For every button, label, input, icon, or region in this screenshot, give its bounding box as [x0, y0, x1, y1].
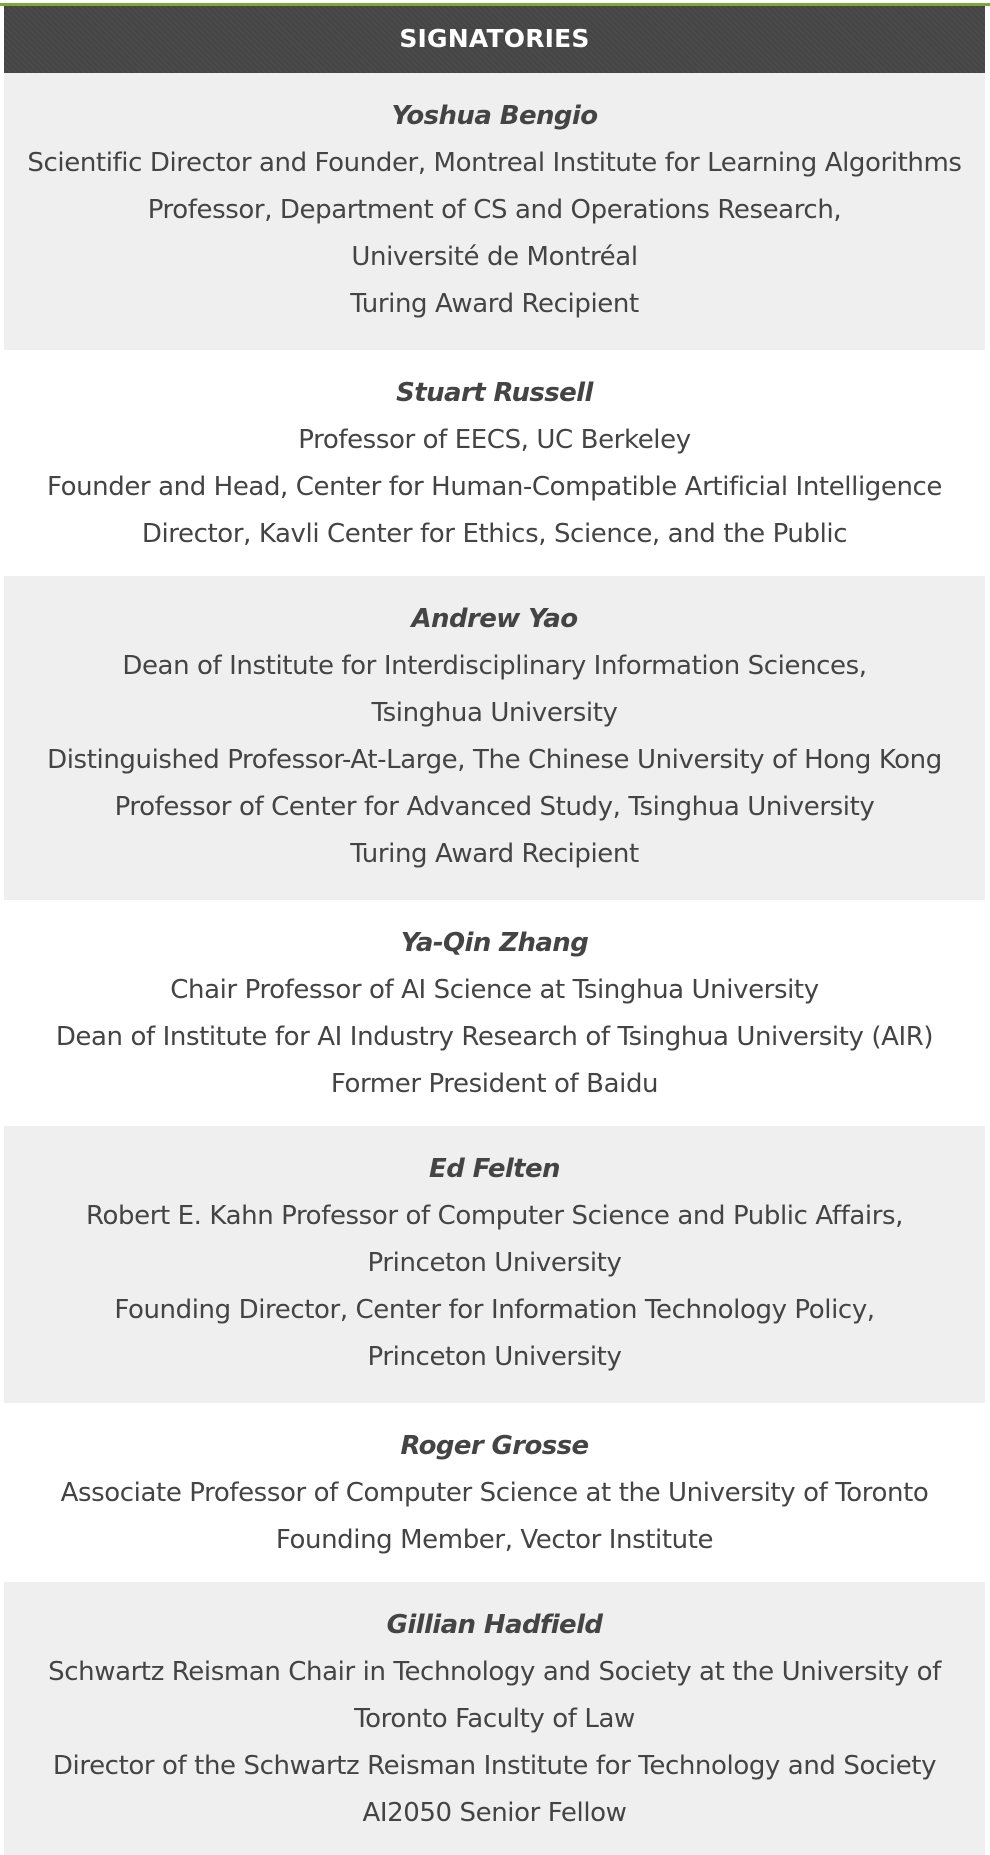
signatory-role: Director, Kavli Center for Ethics, Science, and the Public	[141, 519, 848, 549]
signatory-card	[4, 73, 985, 350]
signatory-card	[4, 350, 985, 576]
signatory-card	[4, 900, 985, 1126]
signatory-role: Schwartz Reisman Chair in Technology and Society at the University of Toronto Faculty of Law	[48, 1657, 941, 1734]
signatory-role: Director of the Schwartz Reisman Institute for Technology and Society	[52, 1751, 937, 1781]
signatory-role: Professor, Department of CS and Operations Research, Université de Montréal	[147, 195, 842, 272]
signatory-name: Ed Felten	[429, 1154, 560, 1184]
signatory-name: Gillian Hadfield	[386, 1610, 603, 1640]
signatory-role: Founder and Head, Center for Human-Compatible Artificial Intelligence	[46, 472, 943, 502]
signatory-name: Stuart Russell	[396, 378, 593, 408]
signatory-role: Scientific Director and Founder, Montreal Institute for Learning Algorithms	[27, 148, 962, 178]
signatory-role: Associate Professor of Computer Science at the University of Toronto	[60, 1478, 929, 1508]
signatory-role: AI2050 Senior Fellow	[362, 1798, 627, 1828]
signatory-role: Dean of Institute for AI Industry Research of Tsinghua University (AIR)	[55, 1022, 934, 1052]
signatory-role: Professor of EECS, UC Berkeley	[298, 425, 691, 455]
top-accent-rule	[0, 3, 990, 6]
signatory-role: Chair Professor of AI Science at Tsinghua University	[170, 975, 819, 1005]
signatory-card	[4, 576, 985, 900]
signatory-card	[4, 1126, 985, 1403]
signatory-role: Turing Award Recipient	[350, 289, 639, 319]
signatory-name: Andrew Yao	[411, 604, 578, 634]
signatory-role: Former President of Baidu	[330, 1069, 659, 1099]
signatory-card	[4, 1582, 985, 1855]
signatory-role: Founding Member, Vector Institute	[275, 1525, 714, 1555]
signatory-role: Dean of Institute for Interdisciplinary Information Sciences, Tsinghua University	[122, 651, 867, 728]
signatory-role: Professor of Center for Advanced Study, Tsinghua University	[114, 792, 875, 822]
signatory-name: Roger Grosse	[400, 1431, 589, 1461]
signatory-role: Distinguished Professor-At-Large, The Chinese University of Hong Kong	[47, 745, 942, 775]
signatory-role: Robert E. Kahn Professor of Computer Science and Public Affairs, Princeton University	[85, 1201, 903, 1278]
signatory-name: Yoshua Bengio	[391, 101, 598, 131]
signatories-section	[4, 3, 985, 1855]
signatory-card	[4, 1403, 985, 1582]
section-header	[4, 3, 985, 73]
signatory-role: Turing Award Recipient	[350, 839, 639, 869]
signatory-role: Founding Director, Center for Information Technology Policy, Princeton University	[114, 1295, 875, 1372]
section-title: SIGNATORIES	[399, 23, 590, 53]
signatory-name: Ya-Qin Zhang	[400, 928, 589, 958]
